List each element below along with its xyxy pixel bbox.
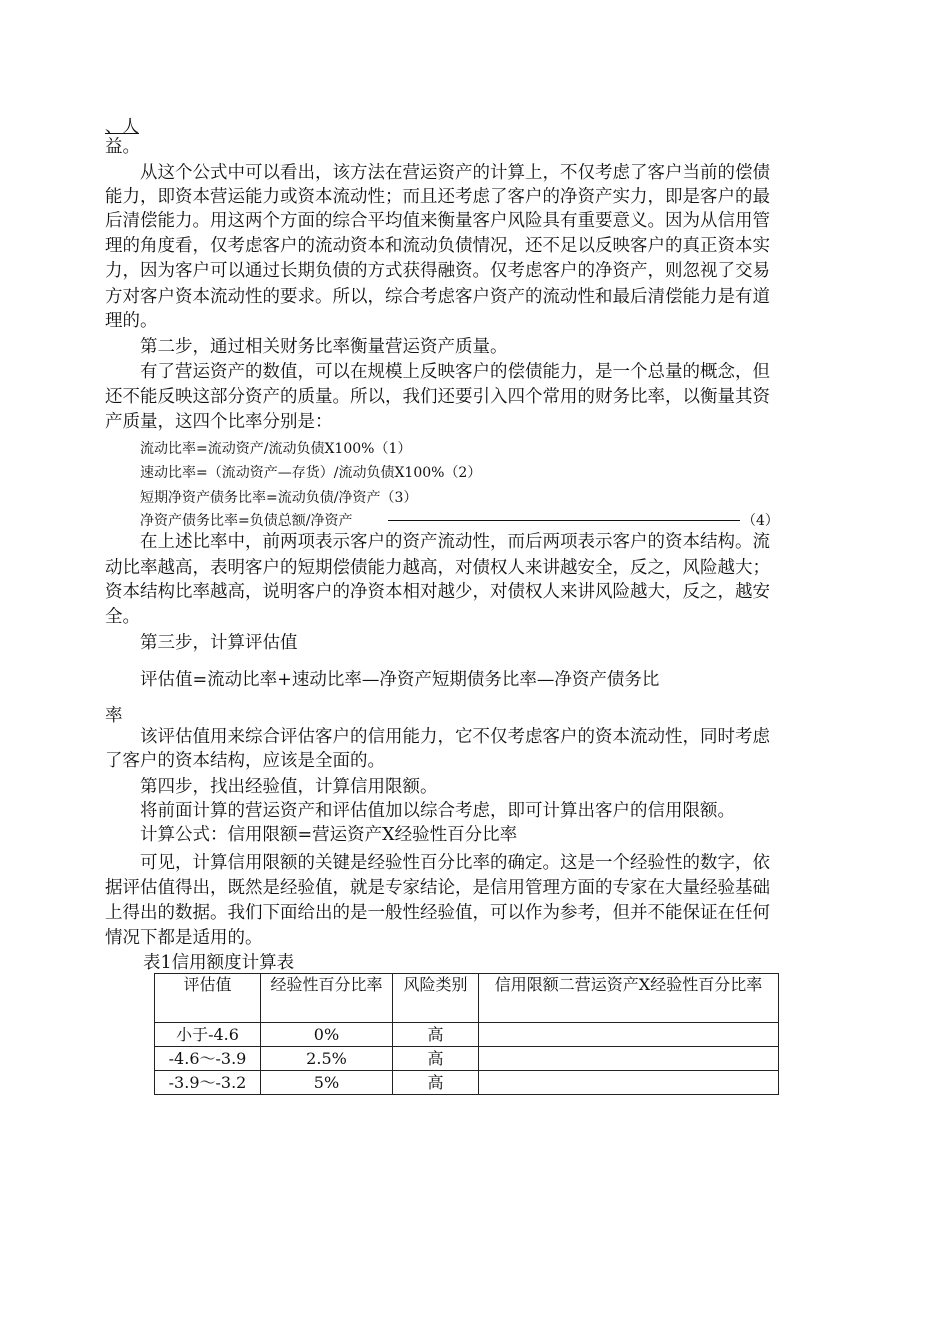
paragraph-line: 可见，计算信用限额的关键是经验性百分比率的确定。这是一个经验性的数字，依 (105, 853, 770, 873)
paragraph-line: 后清偿能力。用这两个方面的综合平均值来衡量客户风险具有重要意义。因为从信用管 (105, 211, 770, 231)
paragraph-line: 从这个公式中可以看出，该方法在营运资产的计算上，不仅考虑了客户当前的偿债 (105, 163, 770, 183)
paragraph-line: 力，因为客户可以通过长期负债的方式获得融资。仅考虑客户的净资产，则忽视了交易 (105, 261, 770, 281)
table-cell (479, 1047, 779, 1071)
formula-4: 净资产债务比率=负债总额/净资产 (140, 513, 353, 529)
paragraph-line: 能力，即资本营运能力或资本流动性；而且还考虑了客户的净资产实力，即是客户的最 (105, 187, 770, 207)
table-cell: 2.5% (261, 1047, 393, 1071)
paragraph-line: 益。 (105, 137, 140, 157)
paragraph-line: 情况下都是适用的。 (105, 928, 263, 948)
table-cell: 高 (393, 1023, 479, 1047)
paragraph-line: 理的。 (105, 311, 158, 331)
credit-limit-table (154, 973, 779, 1095)
paragraph-line: 在上述比率中，前两项表示客户的资产流动性，而后两项表示客户的资本结构。流 (105, 532, 770, 552)
paragraph-line: 理的角度看，仅考虑客户的流动资本和流动负债情况，还不足以反映客户的真正资本实 (105, 236, 770, 256)
table-cell (479, 1071, 779, 1095)
paragraph-line: 方对客户资本流动性的要求。所以，综合考虑客户资产的流动性和最后清偿能力是有道 (105, 287, 770, 307)
paragraph-line: 资本结构比率越高，说明客户的净资本相对越少，对债权人来讲风险越大，反之，越安 (105, 582, 770, 602)
paragraph-line: 该评估值用来综合评估客户的信用能力，它不仅考虑客户的资本流动性，同时考虑 (105, 727, 770, 747)
table-cell: 高 (393, 1047, 479, 1071)
step-heading: 第四步，找出经验值，计算信用限额。 (105, 777, 438, 797)
table-cell: 小于-4.6 (155, 1023, 261, 1047)
paragraph-line: 全。 (105, 607, 140, 627)
table-cell: 5% (261, 1071, 393, 1095)
table-row (155, 1071, 779, 1095)
top-fragment: 、人 (105, 117, 139, 137)
paragraph-line: 有了营运资产的数值，可以在规模上反映客户的偿债能力，是一个总量的概念，但 (105, 362, 770, 382)
header-credit-limit: 信用限额二营运资产X经验性百分比率 (479, 974, 779, 1023)
table-header-row (155, 974, 779, 1023)
table-cell: 高 (393, 1071, 479, 1095)
step-heading: 第三步，计算评估值 (105, 633, 298, 653)
table-row (155, 1047, 779, 1071)
paragraph-line: 上得出的数据。我们下面给出的是一般性经验值，可以作为参考，但并不能保证在任何 (105, 903, 770, 923)
calc-formula: 计算公式：信用限额=营运资产X经验性百分比率 (105, 825, 518, 845)
table-cell: -4.6〜-3.9 (155, 1047, 261, 1071)
paragraph-line: 还不能反映这部分资产的质量。所以，我们还要引入四个常用的财务比率，以衡量其资 (105, 387, 770, 407)
step-heading: 第二步，通过相关财务比率衡量营运资产质量。 (105, 337, 508, 357)
paragraph-line: 了客户的资本结构，应该是全面的。 (105, 751, 385, 771)
paragraph-line: 将前面计算的营运资产和评估值加以综合考虑，即可计算出客户的信用限额。 (105, 801, 735, 821)
table-cell: -3.9〜-3.2 (155, 1071, 261, 1095)
eval-formula-tail: 率 (105, 706, 123, 726)
formula-2: 速动比率=（流动资产—存货）/流动负债X100%（2） (140, 465, 482, 481)
table-caption: 表1信用额度计算表 (143, 953, 295, 973)
header-risk-category: 风险类别 (393, 974, 479, 1023)
table-cell (479, 1023, 779, 1047)
table-cell: 0% (261, 1023, 393, 1047)
paragraph-line: 产质量，这四个比率分别是： (105, 412, 333, 432)
header-empirical-rate: 经验性百分比率 (261, 974, 393, 1023)
table-row (155, 1023, 779, 1047)
formula-4-number: （4） (742, 513, 779, 529)
paragraph-line: 动比率越高，表明客户的短期偿债能力越高，对债权人来讲越安全，反之，风险越大； (105, 558, 770, 578)
eval-formula: 评估值=流动比率+速动比率—净资产短期债务比率—净资产债务比 (105, 670, 660, 690)
formula-3: 短期净资产债务比率=流动负债/净资产（3） (140, 490, 418, 506)
paragraph-line: 据评估值得出，既然是经验值，就是专家结论，是信用管理方面的专家在大量经验基础 (105, 878, 770, 898)
formula-4-rule (388, 520, 740, 521)
formula-1: 流动比率=流动资产/流动负债X100%（1） (140, 441, 412, 457)
header-eval-value: 评估值 (155, 974, 261, 1023)
